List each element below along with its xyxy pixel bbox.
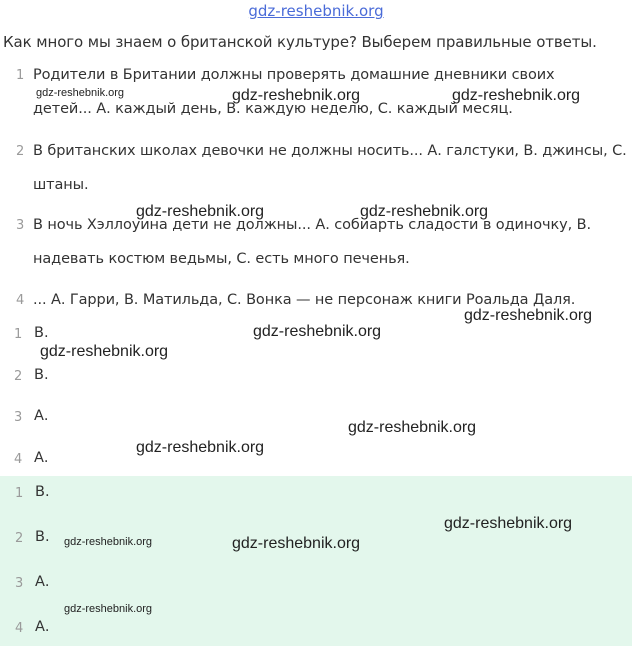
watermark: gdz-reshebnik.org [232, 87, 361, 104]
watermark: gdz-reshebnik.org [40, 343, 169, 360]
answer-number: 1 [14, 327, 23, 342]
watermark: gdz-reshebnik.org [64, 603, 153, 615]
question-number: 3 [16, 218, 25, 233]
answer-text: В. [35, 529, 50, 545]
question-text: В ночь Хэллоуина дети не должны... А. собиарть сладости в одиночку, В. надевать костюм ведьмы, С. есть много печенья. [33, 217, 591, 267]
question-text: ... А. Гарри, В. Матильда, С. Вонка — не персонаж книги Роальда Даля. [33, 292, 576, 308]
page-title: Как много мы знаем о британской культуре? Выберем правильные ответы. [3, 33, 597, 51]
answer-text: А. [35, 574, 50, 590]
highlighted-answers-panel [0, 476, 632, 646]
question-number: 4 [16, 293, 25, 308]
watermark: gdz-reshebnik.org [464, 307, 593, 324]
answer-number: 4 [15, 621, 24, 636]
answer-text: А. [34, 408, 49, 424]
question-number: 1 [16, 68, 25, 83]
watermark: gdz-reshebnik.org [64, 536, 153, 548]
answer-text: А. [34, 450, 49, 466]
answer-text: В. [34, 325, 49, 341]
answer-number: 2 [14, 369, 23, 384]
answer-text: В. [34, 367, 49, 383]
watermark: gdz-reshebnik.org [360, 203, 489, 220]
question-text: В британских школах девочки не должны носить... А. галстуки, В. джинсы, С. штаны. [33, 143, 627, 193]
answer-number: 2 [15, 531, 24, 546]
answer-number: 4 [14, 452, 23, 467]
watermark: gdz-reshebnik.org [452, 87, 581, 104]
site-header-link[interactable]: gdz-reshebnik.org [248, 2, 384, 20]
question-text: Родители в Британии должны проверять домашние дневники своих детей... А. каждый день, В. каждую неделю, С. каждый месяц. [33, 67, 555, 117]
watermark: gdz-reshebnik.org [253, 323, 382, 340]
answer-text: В. [35, 484, 50, 500]
watermark: gdz-reshebnik.org [444, 515, 573, 532]
watermark: gdz-reshebnik.org [348, 419, 477, 436]
question-number: 2 [16, 144, 25, 159]
answer-number: 3 [15, 576, 24, 591]
watermark: gdz-reshebnik.org [36, 87, 125, 99]
answer-text: А. [35, 619, 50, 635]
answer-number: 1 [15, 486, 24, 501]
watermark: gdz-reshebnik.org [136, 203, 265, 220]
answer-number: 3 [14, 410, 23, 425]
watermark: gdz-reshebnik.org [136, 439, 265, 456]
watermark: gdz-reshebnik.org [232, 535, 361, 552]
